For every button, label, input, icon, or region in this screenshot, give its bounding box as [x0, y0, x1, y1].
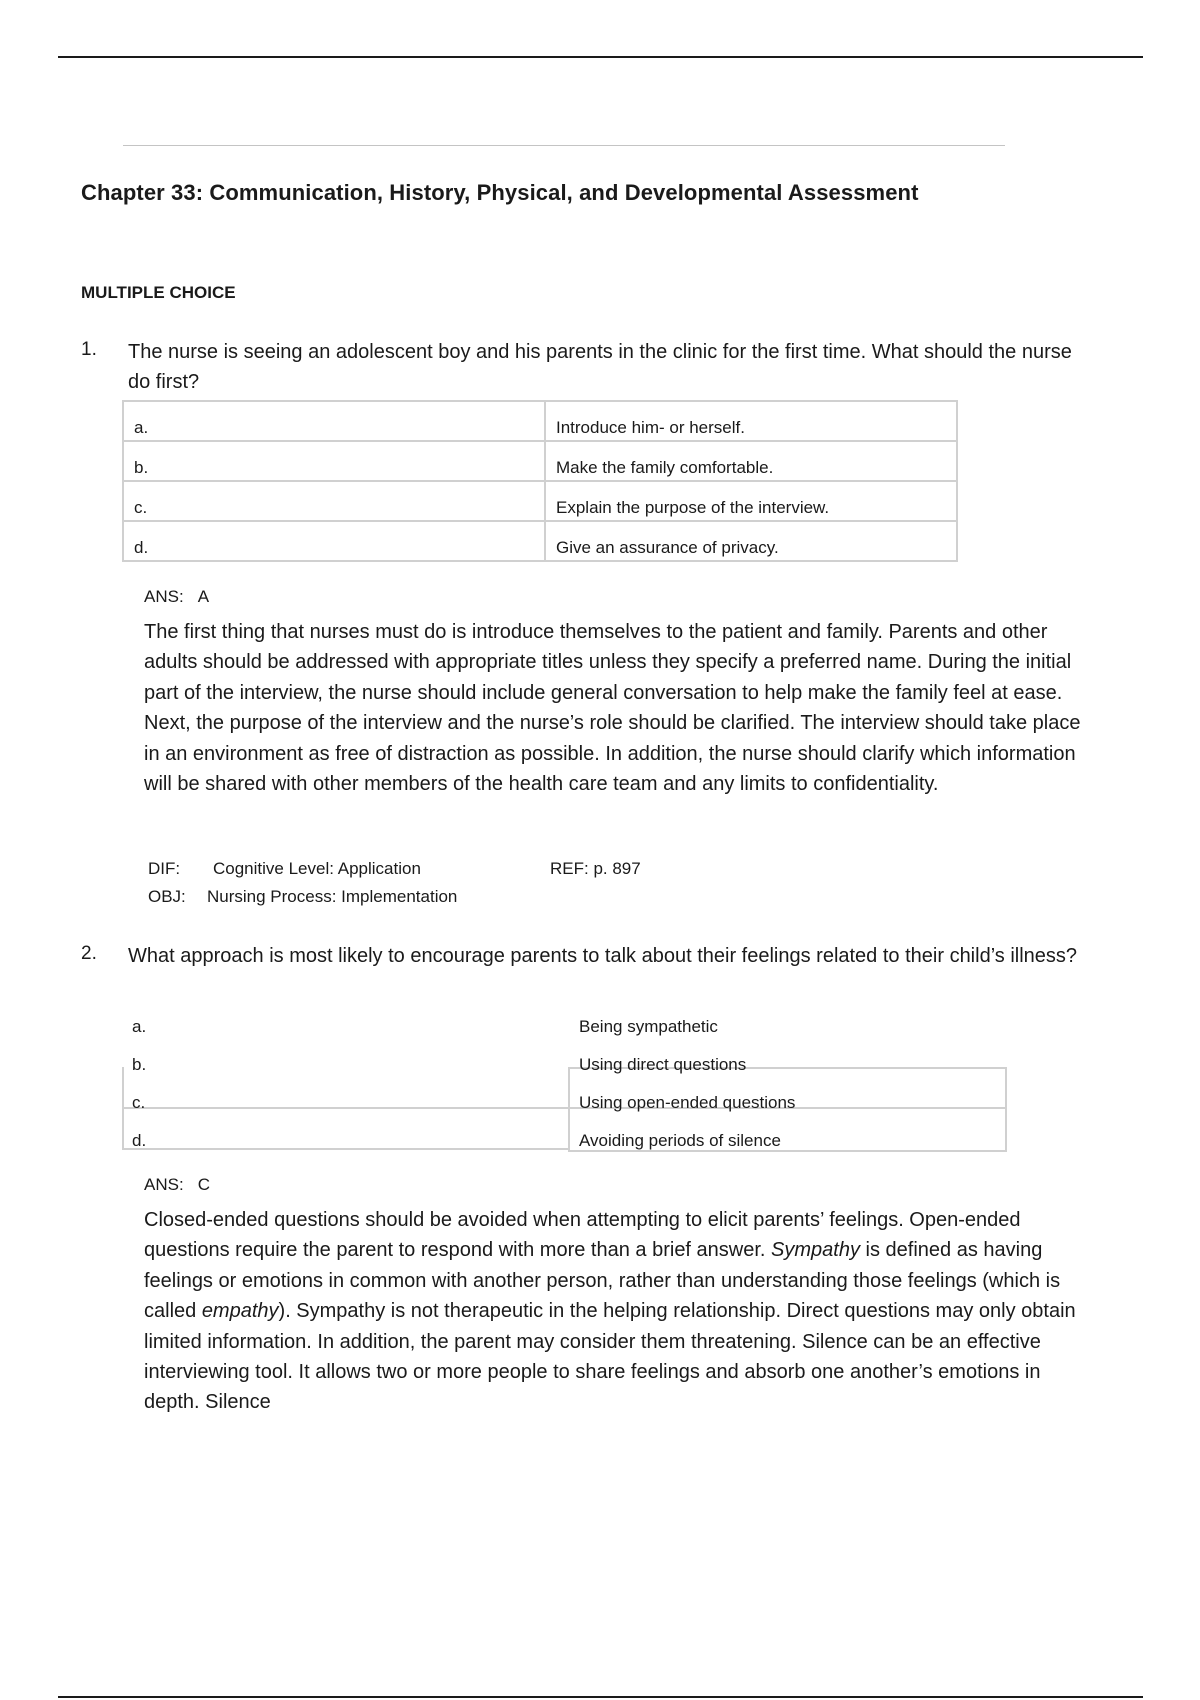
question-2-options [122, 1003, 1005, 1155]
option-row[interactable] [123, 521, 957, 561]
header-divider [123, 145, 1005, 146]
question-2-answer [144, 1175, 210, 1195]
option-label: b. [132, 1055, 147, 1074]
question-1-stem: The nurse is seeing an adolescent boy and his parents in the clinic for the first time. What should the nurse do first? [128, 341, 1072, 393]
option-text: Avoiding periods of silence [579, 1131, 781, 1150]
option-label: a. [123, 401, 545, 441]
question-1-answer [144, 587, 209, 607]
option-label: d. [123, 521, 545, 561]
obj-value: Nursing Process: Implementation [207, 887, 458, 906]
option-text: Being sympathetic [579, 1017, 718, 1036]
rationale-text: is defined as having feelings or emotions in common with another person, rather than understanding those feelings (which is called [144, 1239, 1061, 1323]
question-1-number: 1. [81, 339, 97, 360]
top-rule [58, 56, 1143, 58]
option-text: Using open-ended questions [579, 1093, 796, 1112]
option-label: a. [132, 1017, 147, 1036]
section-heading: MULTIPLE CHOICE [81, 283, 236, 302]
option-label: b. [123, 441, 545, 481]
obj-label: OBJ: [148, 887, 186, 906]
rationale-text: Closed-ended questions should be avoided when attempting to elicit parents’ feelings. Open-ended questions require the parent to respond with more than a brief answer. [144, 1209, 1021, 1262]
option-row[interactable] [123, 441, 957, 481]
option-text: Using direct questions [579, 1055, 747, 1074]
question-2-rationale [144, 1205, 1084, 1418]
answer-value: C [197, 1175, 210, 1194]
answer-label: ANS: [144, 587, 184, 606]
ref-value: REF: p. 897 [550, 859, 641, 878]
option-label: d. [132, 1131, 147, 1150]
answer-label: ANS: [144, 1175, 184, 1194]
option-text: Introduce him- or herself. [545, 401, 957, 441]
question-2-number: 2. [81, 943, 97, 964]
option-row[interactable] [122, 1041, 1005, 1079]
option-row[interactable] [123, 481, 957, 521]
option-label: c. [123, 481, 545, 521]
option-text: Explain the purpose of the interview. [545, 481, 957, 521]
option-label: c. [132, 1093, 146, 1112]
rationale-term-empathy: empathy [201, 1300, 279, 1323]
rationale-text: ). Sympathy is not therapeutic in the helping relationship. Direct questions may only obtain limited information. In addition, the parent may consider them threatening. Silence can be an effective interviewing tool. It allows two or more people to share feelings and absorb one another’s emotions in depth. Silence [144, 1300, 1076, 1414]
answer-value: A [197, 587, 210, 606]
option-row[interactable] [122, 1117, 1005, 1155]
question-1-options [122, 400, 958, 562]
option-row[interactable] [122, 1003, 1005, 1041]
rationale-term-sympathy: Sympathy [771, 1239, 860, 1262]
question-1-rationale: The first thing that nurses must do is introduce themselves to the patient and family. Parents and other adults should be addressed with appropriate titles unless they specify a preferred name. During the initial part of the interview, the nurse should include general conversation to help make the family feel at ease. Next, the purpose of the interview and the nurse’s role should be clarified. The interview should take place in an environment as free of distraction as possible. In addition, the nurse should clarify which information will be shared with other members of the health care team and any limits to confidentiality. [144, 621, 1081, 796]
option-text: Make the family comfortable. [545, 441, 957, 481]
option-row[interactable] [123, 401, 957, 441]
bottom-rule [58, 1696, 1143, 1698]
chapter-title: Chapter 33: Communication, History, Physical, and Developmental Assessment [81, 180, 919, 205]
option-text: Give an assurance of privacy. [545, 521, 957, 561]
dif-label: DIF: [148, 859, 181, 878]
dif-value: Cognitive Level: Application [213, 859, 421, 878]
question-2-stem: What approach is most likely to encourage parents to talk about their feelings related to their child’s illness? [128, 945, 1078, 967]
option-row[interactable] [122, 1079, 1005, 1117]
